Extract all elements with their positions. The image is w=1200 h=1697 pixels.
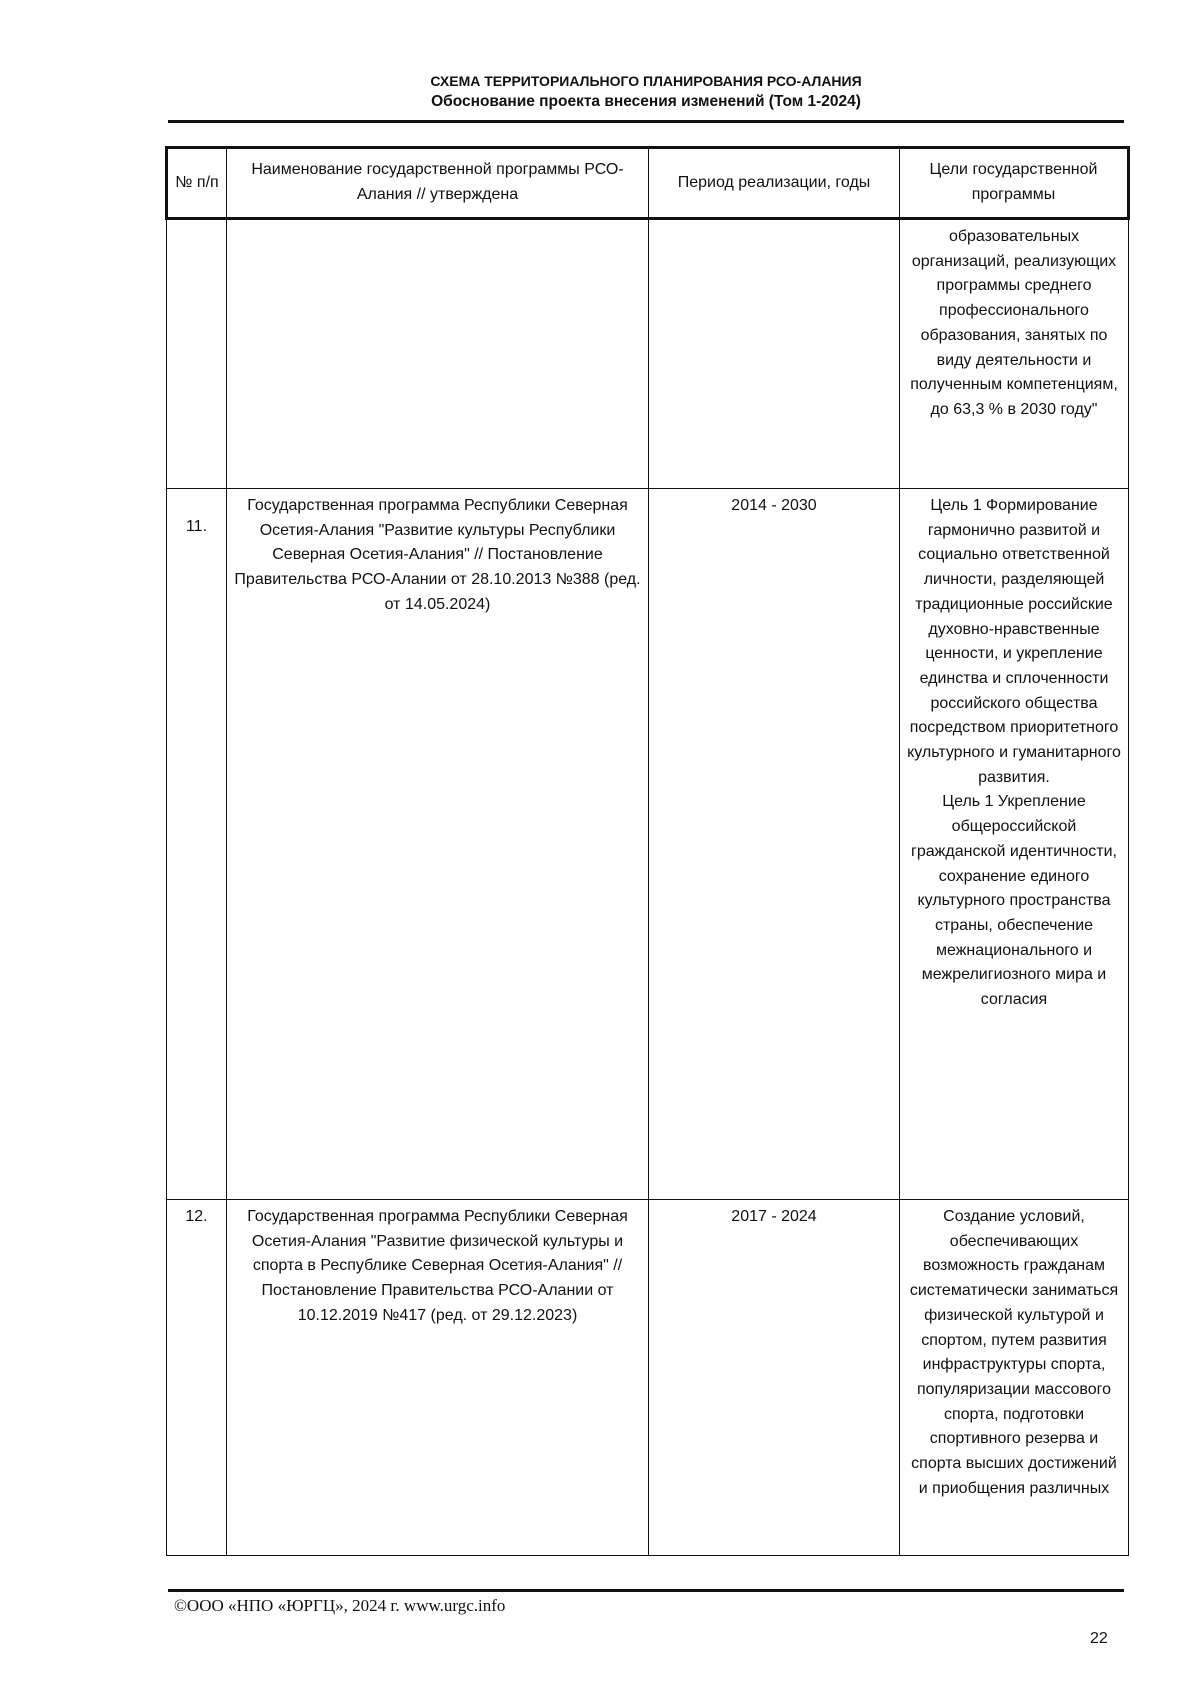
header-divider [168, 120, 1124, 123]
cell-goals: Цель 1 Формирование гармонично развитой и социально ответственной личности, разделяющей традиционные российские духовно-нравственные ценности, и укрепление единства и сплоченности российского общества посредством приоритетного культурного и гуманитарного развития. Цель 1 Укрепление общероссийской гражданской идентичности, сохранение единого культурного пространства страны, обеспечение межнационального и межрелигиозного мира и согласия [900, 489, 1129, 1200]
cell-period: 2014 - 2030 [649, 489, 900, 1200]
cell-program-name [227, 219, 649, 489]
table-row [167, 1200, 1129, 1556]
cell-goals: Создание условий, обеспечивающих возможность гражданам систематически заниматься физической культурой и спортом, путем развития инфраструктуры спорта, популяризации массового спорта, подготовки спортивного резерва и спорта высших достижений и приобщения различных [900, 1200, 1129, 1556]
cell-period [649, 219, 900, 489]
column-header-number: № п/п [167, 148, 227, 219]
cell-program-name: Государственная программа Республики Северная Осетия-Алания "Развитие культуры Республики Северная Осетия-Алания" // Постановление Правительства РСО-Алании от 28.10.2013 №388 (ред. от 14.05.2024) [227, 489, 649, 1200]
cell-number: 12. [167, 1200, 227, 1556]
page-number: 22 [1090, 1630, 1108, 1647]
column-header-goals: Цели государственной программы [900, 148, 1129, 219]
table-row [167, 489, 1129, 1200]
document-title: СХЕМА ТЕРРИТОРИАЛЬНОГО ПЛАНИРОВАНИЯ РСО-АЛАНИЯ [430, 73, 862, 89]
cell-program-name: Государственная программа Республики Северная Осетия-Алания "Развитие физической культуры и спорта в Республике Северная Осетия-Алания" // Постановление Правительства РСО-Алании от 10.12.2019 №417 (ред. от 29.12.2023) [227, 1200, 649, 1556]
cell-period: 2017 - 2024 [649, 1200, 900, 1556]
column-header-period: Период реализации, годы [649, 148, 900, 219]
table-row [167, 219, 1129, 489]
page-header [168, 72, 1124, 112]
column-header-program-name: Наименование государственной программы РСО-Алания // утверждена [227, 148, 649, 219]
footer-divider [168, 1589, 1124, 1592]
table-header-row [167, 148, 1129, 219]
cell-number: 11. [167, 489, 227, 1200]
programs-table [165, 146, 1130, 1556]
footer-copyright: ©ООО «НПО «ЮРГЦ», 2024 г. www.urgc.info [174, 1596, 506, 1615]
document-subtitle: Обоснование проекта внесения изменений (Том 1-2024) [431, 93, 861, 110]
cell-goals: образовательных организаций, реализующих программы среднего профессионального образования, занятых по виду деятельности и полученным компетенциям, до 63,3 % в 2030 году" [900, 219, 1129, 489]
cell-number [167, 219, 227, 489]
